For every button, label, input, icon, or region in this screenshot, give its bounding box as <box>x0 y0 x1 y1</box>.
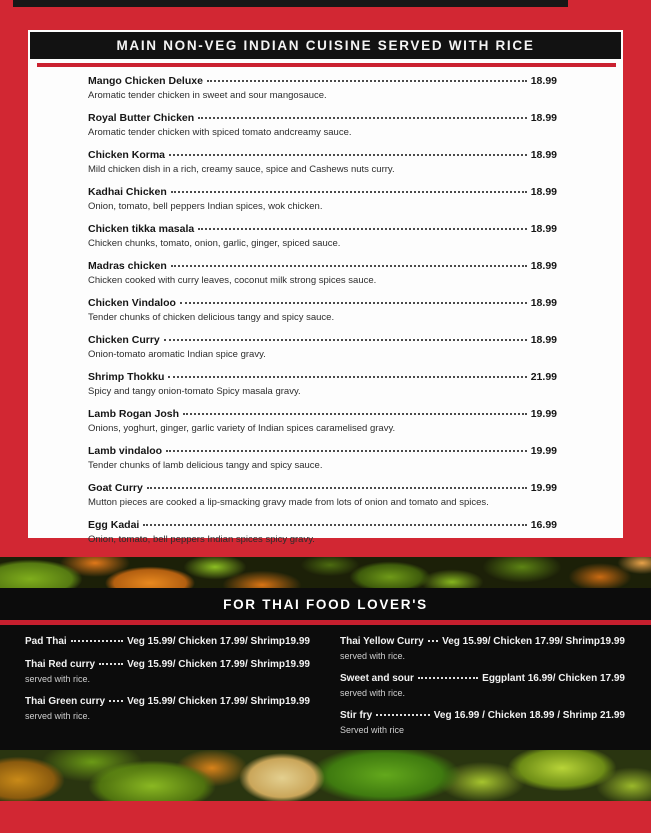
dot-leader <box>71 640 123 642</box>
item-name: Chicken Curry <box>88 334 160 346</box>
item-price: Veg 15.99/ Chicken 17.99/ Shrimp19.99 <box>127 636 310 647</box>
item-description: Mutton pieces are cooked a lip-smacking gravy made from lots of onion and tomato and spices. <box>88 497 489 508</box>
thai-left-column <box>25 635 310 746</box>
menu-item <box>88 518 557 546</box>
menu-item <box>88 111 557 139</box>
item-description: Onion, tomato, bell peppers Indian spices spicy gravy. <box>88 534 315 545</box>
red-divider-rule <box>37 63 616 67</box>
menu-item <box>88 296 557 324</box>
item-price: Veg 15.99/ Chicken 17.99/ Shrimp19.99 <box>127 659 310 670</box>
menu-item-row <box>88 481 557 495</box>
item-price: 16.99 <box>530 519 557 531</box>
menu-item <box>88 222 557 250</box>
item-note: served with rice. <box>340 651 406 661</box>
dot-leader <box>171 191 527 193</box>
item-name: Chicken tikka masala <box>88 223 195 235</box>
thai-menu-section <box>0 588 651 750</box>
menu-item <box>88 370 557 398</box>
item-name: Sweet and sour <box>340 673 414 684</box>
menu-item-row <box>88 333 557 347</box>
thai-columns <box>0 625 651 746</box>
item-note: served with rice. <box>25 711 91 721</box>
indian-item-list <box>88 74 557 555</box>
dot-leader <box>180 302 527 304</box>
dot-leader <box>99 663 123 665</box>
item-description: Onions, yoghurt, ginger, garlic variety of Indian spices caramelised gravy. <box>88 423 396 434</box>
item-note: served with rice. <box>340 688 406 698</box>
item-price: 18.99 <box>530 297 557 309</box>
item-price: 18.99 <box>530 149 557 161</box>
item-description: Tender chunks of chicken delicious tangy and spicy sauce. <box>88 312 335 323</box>
menu-item <box>88 148 557 176</box>
item-name: Royal Butter Chicken <box>88 112 195 124</box>
thai-item-row <box>340 672 625 685</box>
menu-item-row <box>88 370 557 384</box>
thai-menu-item <box>340 635 625 662</box>
item-note: served with rice. <box>25 674 91 684</box>
item-price: 19.99 <box>530 408 557 420</box>
thai-right-column <box>340 635 625 746</box>
item-price: 18.99 <box>530 334 557 346</box>
food-photo-strip-top <box>0 557 651 588</box>
item-name: Thai Red curry <box>25 659 96 670</box>
thai-item-row <box>25 635 310 648</box>
menu-item-row <box>88 185 557 199</box>
item-price: Veg 16.99 / Chicken 18.99 / Shrimp 21.99 <box>433 710 625 721</box>
item-name: Lamb Rogan Josh <box>88 408 180 420</box>
item-description: Spicy and tangy onion-tomato Spicy masala gravy. <box>88 386 301 397</box>
menu-item <box>88 481 557 509</box>
thai-section-headerbar <box>0 588 651 620</box>
dot-leader <box>109 700 123 702</box>
top-edge-strip <box>13 0 568 7</box>
item-name: Thai Yellow Curry <box>340 636 424 647</box>
menu-item-row <box>88 222 557 236</box>
dot-leader <box>169 154 527 156</box>
item-price: 18.99 <box>530 112 557 124</box>
food-photo-strip-bottom <box>0 750 651 801</box>
thai-menu-item <box>340 672 625 699</box>
menu-item-row <box>88 407 557 421</box>
item-name: Chicken Vindaloo <box>88 297 176 309</box>
item-price: 18.99 <box>530 260 557 272</box>
item-price: 19.99 <box>530 445 557 457</box>
menu-item <box>88 407 557 435</box>
thai-item-row <box>340 709 625 722</box>
dot-leader <box>168 376 526 378</box>
indian-section-headerbar <box>30 32 621 59</box>
dot-leader <box>198 117 527 119</box>
menu-item <box>88 185 557 213</box>
item-name: Egg Kadai <box>88 519 140 531</box>
indian-menu-panel <box>28 30 623 545</box>
menu-item-row <box>88 148 557 162</box>
thai-menu-item <box>25 658 310 685</box>
dot-leader <box>418 677 478 679</box>
item-name: Thai Green curry <box>25 696 106 707</box>
item-price: 19.99 <box>530 482 557 494</box>
thai-item-row <box>340 635 625 648</box>
item-name: Madras chicken <box>88 260 167 272</box>
thai-section-title: FOR THAI FOOD LOVER'S <box>223 596 428 612</box>
item-description: Aromatic tender chicken in sweet and sour mangosauce. <box>88 90 327 101</box>
item-price: Veg 15.99/ Chicken 17.99/ Shrimp19.99 <box>442 636 625 647</box>
menu-item-row <box>88 74 557 88</box>
menu-item <box>88 74 557 102</box>
menu-item-row <box>88 111 557 125</box>
item-note: Served with rice <box>340 725 405 735</box>
item-name: Pad Thai <box>25 636 67 647</box>
menu-item-row <box>88 296 557 310</box>
item-description: Tender chunks of lamb delicious tangy and spicy sauce. <box>88 460 323 471</box>
dot-leader <box>171 265 527 267</box>
thai-item-row <box>25 695 310 708</box>
item-price: 18.99 <box>530 223 557 235</box>
item-name: Mango Chicken Deluxe <box>88 75 203 87</box>
item-description: Chicken chunks, tomato, onion, garlic, ginger, spiced sauce. <box>88 238 341 249</box>
menu-item-row <box>88 444 557 458</box>
item-price: Eggplant 16.99/ Chicken 17.99 <box>482 673 625 684</box>
menu-item-row <box>88 518 557 532</box>
item-description: Mild chicken dish in a rich, creamy sauce, spice and Cashews nuts curry. <box>88 164 395 175</box>
item-name: Shrimp Thokku <box>88 371 165 383</box>
dot-leader <box>198 228 526 230</box>
item-name: Stir fry <box>340 710 373 721</box>
item-name: Lamb vindaloo <box>88 445 163 457</box>
thai-menu-item <box>25 695 310 722</box>
dot-leader <box>164 339 527 341</box>
menu-item <box>88 333 557 361</box>
item-name: Chicken Korma <box>88 149 166 161</box>
dot-leader <box>143 524 526 526</box>
item-description: Chicken cooked with curry leaves, coconut milk strong spices sauce. <box>88 275 377 286</box>
menu-item <box>88 444 557 472</box>
menu-item-row <box>88 259 557 273</box>
item-price: 18.99 <box>530 75 557 87</box>
dot-leader <box>166 450 527 452</box>
item-description: Aromatic tender chicken with spiced tomato andcreamy sauce. <box>88 127 352 138</box>
dot-leader <box>183 413 527 415</box>
thai-item-row <box>25 658 310 671</box>
thai-menu-item <box>25 635 310 648</box>
thai-menu-item <box>340 709 625 736</box>
item-description: Onion, tomato, bell peppers Indian spices, wok chicken. <box>88 201 323 212</box>
indian-section-title: MAIN NON-VEG INDIAN CUISINE SERVED WITH RICE <box>116 38 535 53</box>
item-name: Kadhai Chicken <box>88 186 167 198</box>
item-name: Goat Curry <box>88 482 143 494</box>
item-description: Onion-tomato aromatic Indian spice gravy. <box>88 349 266 360</box>
dot-leader <box>207 80 527 82</box>
dot-leader <box>376 714 430 716</box>
menu-item <box>88 259 557 287</box>
item-price: 18.99 <box>530 186 557 198</box>
item-price: 21.99 <box>530 371 557 383</box>
item-price: Veg 15.99/ Chicken 17.99/ Shrimp19.99 <box>127 696 310 707</box>
dot-leader <box>428 640 438 642</box>
dot-leader <box>147 487 527 489</box>
